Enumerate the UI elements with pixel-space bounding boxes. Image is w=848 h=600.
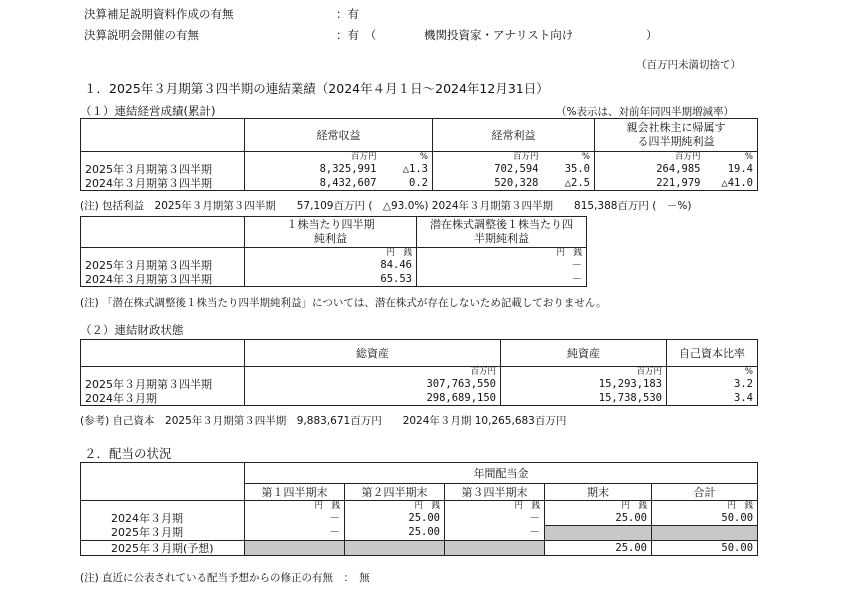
unit-mil: 百万円 xyxy=(501,367,667,378)
briefing-label: 決算説明会開催の有無 xyxy=(84,28,199,42)
row-label: 2024年３月期 xyxy=(81,511,245,526)
section1-title: １．2025年３月期第３四半期の連結業績（2024年４月１日～2024年12月31日） xyxy=(84,81,549,96)
value-cell: 3.4 xyxy=(667,391,758,406)
header-total: 合計 xyxy=(652,484,758,501)
operating-results-table xyxy=(80,118,758,191)
financial-position-table xyxy=(80,339,758,406)
value-cell xyxy=(245,541,345,556)
value-cell: △1.3 xyxy=(381,162,433,176)
diluted-eps-note: (注) 「潜在株式調整後１株当たり四半期純利益」については、潜在株式が存在しないため記載しておりません。 xyxy=(80,297,607,309)
header-ordinary-income: 経常収益 xyxy=(245,119,433,152)
operating-results-heading: （１）連結経営成績(累計) xyxy=(80,104,216,118)
unit-yen: 円 銭 xyxy=(652,501,758,512)
value-cell: － xyxy=(417,272,587,287)
value-cell: 3.2 xyxy=(667,377,758,391)
unit-note: （百万円未満切捨て） xyxy=(636,59,741,71)
row-label: 2025年３月期(予想) xyxy=(81,541,245,556)
value-cell: 84.46 xyxy=(245,258,417,272)
value-cell: 221,979 xyxy=(595,176,705,191)
row-label: 2024年３月期第３四半期 xyxy=(81,272,245,287)
value-cell xyxy=(345,541,445,556)
value-cell xyxy=(445,541,545,556)
unit-yen: 円 銭 xyxy=(545,501,652,512)
row-label: 2025年３月期第３四半期 xyxy=(81,377,245,391)
value-cell: △2.5 xyxy=(543,176,595,191)
comprehensive-income-note: (注) 包括利益 2025年３月期第３四半期 57,109百万円 ( △93.0%) 2024年３月期第３四半期 815,388百万円 ( －%) xyxy=(80,200,692,212)
value-cell: 15,293,183 xyxy=(501,377,667,391)
row-label: 2024年３月期 xyxy=(81,391,245,406)
value-cell: 8,432,607 xyxy=(245,176,381,191)
value-cell: － xyxy=(245,511,345,526)
value-cell: 25.00 xyxy=(345,526,445,541)
value-cell xyxy=(652,526,758,541)
unit-yen: 円 銭 xyxy=(417,248,587,259)
row-label: 2025年３月期第３四半期 xyxy=(81,162,245,176)
unit-yen: 円 銭 xyxy=(445,501,545,512)
value-cell: 19.4 xyxy=(705,162,758,176)
report-material-value: ：有 xyxy=(336,7,359,21)
header-q2: 第２四半期末 xyxy=(345,484,445,501)
value-cell: 8,325,991 xyxy=(245,162,381,176)
unit-pct: % xyxy=(705,152,758,163)
value-cell: △41.0 xyxy=(705,176,758,191)
section2-title: ２．配当の状況 xyxy=(84,446,172,461)
value-cell: － xyxy=(417,258,587,272)
equity-reference-note: (参考) 自己資本 2025年３月期第３四半期 9,883,671百万円 2024年３月期 10,265,683百万円 xyxy=(80,415,567,427)
header-annual-dividend: 年間配当金 xyxy=(245,463,758,484)
value-cell: 298,689,150 xyxy=(245,391,501,406)
value-cell: 0.2 xyxy=(381,176,433,191)
header-total-assets: 総資産 xyxy=(245,340,501,367)
header-q1: 第１四半期末 xyxy=(245,484,345,501)
header-year-end: 期末 xyxy=(545,484,652,501)
value-cell: － xyxy=(245,526,345,541)
unit-mil: 百万円 xyxy=(595,152,705,163)
eps-table xyxy=(80,216,587,287)
value-cell: 35.0 xyxy=(543,162,595,176)
header-ordinary-profit: 経常利益 xyxy=(433,119,595,152)
value-cell: 307,763,550 xyxy=(245,377,501,391)
value-cell: 25.00 xyxy=(545,511,652,526)
value-cell: 264,985 xyxy=(595,162,705,176)
unit-yen: 円 銭 xyxy=(345,501,445,512)
value-cell: 520,328 xyxy=(433,176,543,191)
header-q3: 第３四半期末 xyxy=(445,484,545,501)
briefing-audience: 機関投資家・アナリスト向け xyxy=(424,28,574,42)
value-cell: 25.00 xyxy=(345,511,445,526)
value-cell: 702,594 xyxy=(433,162,543,176)
header-eps: １株当たり四半期純利益 xyxy=(245,217,417,248)
value-cell: 50.00 xyxy=(652,541,758,556)
value-cell: － xyxy=(445,511,545,526)
briefing-close: ） xyxy=(646,28,658,42)
value-cell xyxy=(545,526,652,541)
row-label: 2025年３月期第３四半期 xyxy=(81,258,245,272)
briefing-value: ：有 （ xyxy=(336,28,377,42)
row-label: 2024年３月期第３四半期 xyxy=(81,176,245,191)
row-label: 2025年３月期 xyxy=(81,526,245,541)
header-diluted-eps: 潜在株式調整後１株当たり四半期純利益 xyxy=(417,217,587,248)
header-net-assets: 純資産 xyxy=(501,340,667,367)
header-net-income: 親会社株主に帰属する四半期純利益 xyxy=(595,119,758,152)
value-cell: 50.00 xyxy=(652,511,758,526)
unit-mil: 百万円 xyxy=(433,152,543,163)
value-cell: 65.53 xyxy=(245,272,417,287)
unit-yen: 円 銭 xyxy=(245,501,345,512)
header-equity-ratio: 自己資本比率 xyxy=(667,340,758,367)
unit-mil: 百万円 xyxy=(245,367,501,378)
unit-mil: 百万円 xyxy=(245,152,381,163)
dividend-table xyxy=(80,462,758,556)
financial-position-heading: （２）連結財政状態 xyxy=(80,323,184,337)
value-cell: 25.00 xyxy=(545,541,652,556)
percent-note: （%表示は、対前年同四半期増減率） xyxy=(556,106,734,118)
dividend-revision-note: (注) 直近に公表されている配当予想からの修正の有無 ： 無 xyxy=(80,572,370,584)
unit-pct: % xyxy=(381,152,433,163)
report-material-label: 決算補足説明資料作成の有無 xyxy=(84,7,234,21)
value-cell: － xyxy=(445,526,545,541)
value-cell: 15,738,530 xyxy=(501,391,667,406)
unit-pct: % xyxy=(667,367,758,378)
unit-pct: % xyxy=(543,152,595,163)
unit-yen: 円 銭 xyxy=(245,248,417,259)
